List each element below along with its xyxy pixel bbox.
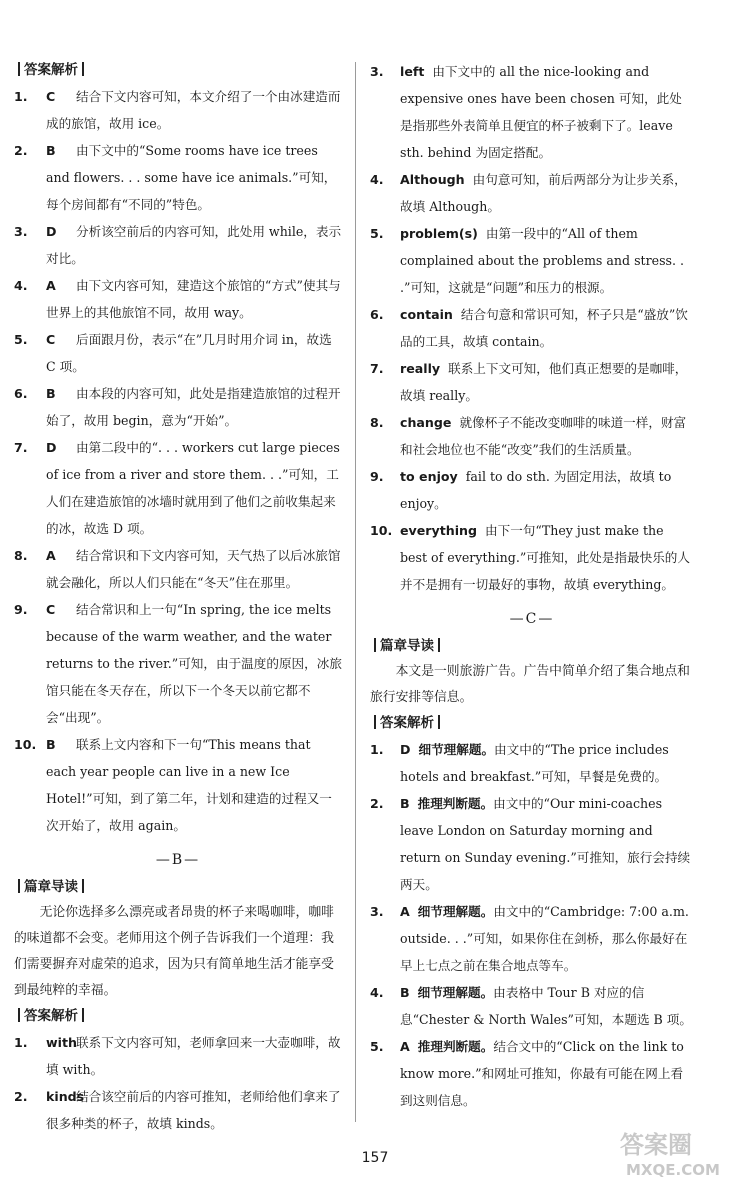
item-answer: B xyxy=(400,985,410,1000)
item-number: 2. xyxy=(14,1089,28,1104)
item-explanation: 联系下文内容可知，老师拿回来一大壶咖啡，故填 with。 xyxy=(46,1035,341,1077)
item-explanation: 由第二段中的“. . . workers cut large pieces of ice from a river and store them. . .”可知，工人们在建造旅馆的冰墙时就用到了他们之前收集起来的冰，故选 D 项。 xyxy=(46,440,340,536)
item-number: 4. xyxy=(14,278,28,293)
item-number: 5. xyxy=(370,226,384,241)
item-number: 8. xyxy=(370,415,384,430)
item-answer: problem(s) xyxy=(400,226,478,241)
item-number: 6. xyxy=(370,307,384,322)
item-number: 4. xyxy=(370,172,384,187)
item-explanation: 由本段的内容可知，此处是指建造旅馆的过程开始了，故用 begin，意为“开始”。 xyxy=(46,386,341,428)
item-number: 1. xyxy=(370,742,384,757)
item-answer: A xyxy=(400,1039,410,1054)
item-explanation: 后面跟月份，表示“在”几月时用介词 in，故选 C 项。 xyxy=(46,332,332,374)
answer-item xyxy=(370,166,694,220)
item-explanation: 结合下文内容可知，本文介绍了一个由冰建造而成的旅馆，故用 ice。 xyxy=(46,89,341,131)
watermark-logo xyxy=(612,1123,742,1183)
item-number: 7. xyxy=(14,440,28,455)
item-explanation: 由第一段中的“All of them complained about the problems and stress. . .”可知，这就是“问题”和压力的根源。 xyxy=(400,226,685,295)
item-number: 3. xyxy=(370,904,384,919)
item-number: 9. xyxy=(14,602,28,617)
item-body xyxy=(400,736,694,790)
item-body xyxy=(46,218,342,272)
answer-list-b-cont xyxy=(370,58,694,598)
answer-analysis-header-c: 答案解析 xyxy=(370,713,694,733)
answer-list-b-start xyxy=(14,1029,342,1137)
item-explanation: 结合该空前后的内容可推知，老师给他们拿来了很多种类的杯子，故填 kinds。 xyxy=(46,1089,341,1131)
item-body xyxy=(400,58,694,166)
item-body xyxy=(46,1083,342,1137)
item-body xyxy=(46,434,342,542)
question-type: 推理判断题。 xyxy=(417,796,494,811)
left-column xyxy=(14,58,342,1137)
part-b-title: —B— xyxy=(155,852,201,868)
item-number: 5. xyxy=(14,332,28,347)
item-explanation: 结合句意和常识可知，杯子只是“盛放”饮品的工具，故填 contain。 xyxy=(400,307,688,349)
item-explanation: 由表格中 Tour B 对应的信息“Chester & North Wales”可知，本题选 B 项。 xyxy=(400,985,692,1027)
answer-item xyxy=(370,736,694,790)
answer-analysis-header-a: 答案解析 xyxy=(14,60,342,80)
item-answer: A xyxy=(46,278,56,293)
item-explanation: 由文中的“The price includes hotels and breakfast.”可知，早餐是免费的。 xyxy=(400,742,669,784)
item-body xyxy=(46,1029,342,1083)
item-explanation: 联系上下文可知，他们真正想要的是咖啡，故填 really。 xyxy=(400,361,688,403)
question-type: 细节理解题。 xyxy=(417,985,494,1000)
item-number: 8. xyxy=(14,548,28,563)
item-answer: B xyxy=(400,796,410,811)
item-answer: D xyxy=(400,742,411,757)
item-explanation: 由文中的“Cambridge: 7:00 a.m. outside. . .”可知，如果你住在剑桥，那么你最好在早上七点之前在集合地点等车。 xyxy=(400,904,689,973)
answer-item xyxy=(14,731,342,839)
item-body xyxy=(400,355,694,409)
item-number: 3. xyxy=(370,64,384,79)
answer-item xyxy=(14,218,342,272)
item-explanation: 由文中的“Our mini-coaches leave London on Saturday morning and return on Sunday evening.”可推知，旅行会持续两天。 xyxy=(400,796,691,892)
reading-guide-header-b: 篇章导读 xyxy=(14,877,342,897)
answer-analysis-header-b: 答案解析 xyxy=(14,1006,342,1026)
item-answer: change xyxy=(400,415,452,430)
answer-item xyxy=(370,58,694,166)
item-number: 7. xyxy=(370,361,384,376)
item-answer: with xyxy=(46,1035,77,1050)
item-explanation: fail to do sth. 为固定用法，故填 to enjoy。 xyxy=(400,469,672,511)
item-answer: D xyxy=(46,224,57,239)
page-number: 157 xyxy=(361,1150,389,1166)
item-number: 2. xyxy=(370,796,384,811)
item-body xyxy=(46,380,342,434)
item-answer: C xyxy=(46,332,56,347)
answer-item xyxy=(370,979,694,1033)
answer-item xyxy=(14,380,342,434)
item-answer: contain xyxy=(400,307,453,322)
item-explanation: 结合常识和下文内容可知，天气热了以后冰旅馆就会融化，所以人们只能在“冬天”住在那里。 xyxy=(46,548,341,590)
item-body xyxy=(400,301,694,355)
question-type: 细节理解题。 xyxy=(417,904,494,919)
item-explanation: 由句意可知，前后两部分为让步关系，故填 Although。 xyxy=(400,172,687,214)
answer-item xyxy=(370,898,694,979)
item-answer: B xyxy=(46,386,56,401)
item-explanation: 分析该空前后的内容可知，此处用 while，表示对比。 xyxy=(46,224,342,266)
item-answer: C xyxy=(46,602,56,617)
reading-guide-header-c: 篇章导读 xyxy=(370,636,694,656)
answer-item xyxy=(14,596,342,731)
item-number: 10. xyxy=(14,737,37,752)
item-answer: B xyxy=(46,737,56,752)
answer-item xyxy=(370,355,694,409)
watermark-text-cn: 答案圈 xyxy=(620,1131,692,1159)
item-number: 6. xyxy=(14,386,28,401)
item-answer: D xyxy=(46,440,57,455)
item-number: 3. xyxy=(14,224,28,239)
answer-item xyxy=(370,220,694,301)
answer-item xyxy=(370,463,694,517)
item-body xyxy=(46,731,342,839)
item-number: 1. xyxy=(14,1035,28,1050)
item-answer: A xyxy=(400,904,410,919)
item-body xyxy=(400,517,694,598)
answer-item xyxy=(370,517,694,598)
item-explanation: 由下文中的 all the nice-looking and expensive ones have been chosen 可知，此处是指那些外表简单且便宜的杯子被剩下了。leave sth. behind 为固定搭配。 xyxy=(400,64,682,160)
item-explanation: 结合文中的“Click on the link to know more.”和网址可推知，你最有可能在网上看到这则信息。 xyxy=(400,1039,684,1108)
item-number: 4. xyxy=(370,985,384,1000)
item-explanation: 由下文中的“Some rooms have ice trees and flowers. . . some have ice animals.”可知，每个房间都有“不同的”特色。 xyxy=(46,143,337,212)
item-body xyxy=(400,220,694,301)
part-c-title: —C— xyxy=(509,611,555,627)
answer-item xyxy=(370,790,694,898)
item-body xyxy=(46,596,342,731)
item-explanation: 由下一句“They just make the best of everything.”可推知，此处是指最快乐的人并不是拥有一切最好的事物，故填 everything。 xyxy=(400,523,690,592)
answer-item xyxy=(14,326,342,380)
answer-item xyxy=(370,1033,694,1114)
item-answer: A xyxy=(46,548,56,563)
answer-item xyxy=(14,434,342,542)
item-body xyxy=(46,326,342,380)
item-body xyxy=(46,83,342,137)
item-body xyxy=(46,542,342,596)
item-body xyxy=(400,409,694,463)
column-divider xyxy=(355,62,356,1122)
item-number: 1. xyxy=(14,89,28,104)
item-body xyxy=(400,166,694,220)
item-body xyxy=(400,898,694,979)
answer-item xyxy=(14,137,342,218)
item-answer: to enjoy xyxy=(400,469,458,484)
question-type: 细节理解题。 xyxy=(418,742,495,757)
answer-item xyxy=(14,1029,342,1083)
item-body xyxy=(400,1033,694,1114)
answer-item xyxy=(14,272,342,326)
item-explanation: 联系上文内容和下一句“This means that each year people can live in a new Ice Hotel!”可知，到了第二年，计划和建造的过程又一次开始了，故用 again。 xyxy=(46,737,332,833)
answer-item xyxy=(14,542,342,596)
item-answer: B xyxy=(46,143,56,158)
answer-list-a xyxy=(14,83,342,839)
item-explanation: 由下文内容可知，建造这个旅馆的“方式”使其与世界上的其他旅馆不同，故用 way。 xyxy=(46,278,341,320)
answer-item xyxy=(14,1083,342,1137)
answer-item xyxy=(370,409,694,463)
answer-item xyxy=(14,83,342,137)
item-answer: Although xyxy=(400,172,465,187)
item-body xyxy=(46,272,342,326)
item-answer: really xyxy=(400,361,441,376)
item-number: 5. xyxy=(370,1039,384,1054)
right-column xyxy=(370,58,694,1114)
item-body xyxy=(400,979,694,1033)
item-answer: C xyxy=(46,89,56,104)
answer-list-c xyxy=(370,736,694,1114)
item-number: 9. xyxy=(370,469,384,484)
watermark-text-en: MXQE.COM xyxy=(626,1161,720,1179)
item-answer: everything xyxy=(400,523,477,538)
item-explanation: 结合常识和上一句“In spring, the ice melts because of the warm weather, and the water returns to the river.”可知，由于温度的原因，冰旅馆只能在冬天存在，所以下一个冬天以前它都不会“出现”。 xyxy=(46,602,342,725)
item-body xyxy=(400,790,694,898)
question-type: 推理判断题。 xyxy=(417,1039,494,1054)
item-answer: left xyxy=(400,64,425,79)
item-body xyxy=(400,463,694,517)
part-c-intro: 本文是一则旅游广告。广告中简单介绍了集合地点和旅行安排等信息。 xyxy=(370,664,690,705)
answer-item xyxy=(370,301,694,355)
item-number: 2. xyxy=(14,143,28,158)
item-explanation: 就像杯子不能改变咖啡的味道一样，财富和社会地位也不能“改变”我们的生活质量。 xyxy=(400,415,687,457)
item-body xyxy=(46,137,342,218)
part-b-intro: 无论你选择多么漂亮或者昂贵的杯子来喝咖啡，咖啡的味道都不会变。老师用这个例子告诉我们一个道理：我们需要摒弃对虚荣的追求，因为只有简单地生活才能享受到最纯粹的幸福。 xyxy=(14,905,334,998)
item-number: 10. xyxy=(370,523,393,538)
item-answer: kinds xyxy=(46,1089,85,1104)
